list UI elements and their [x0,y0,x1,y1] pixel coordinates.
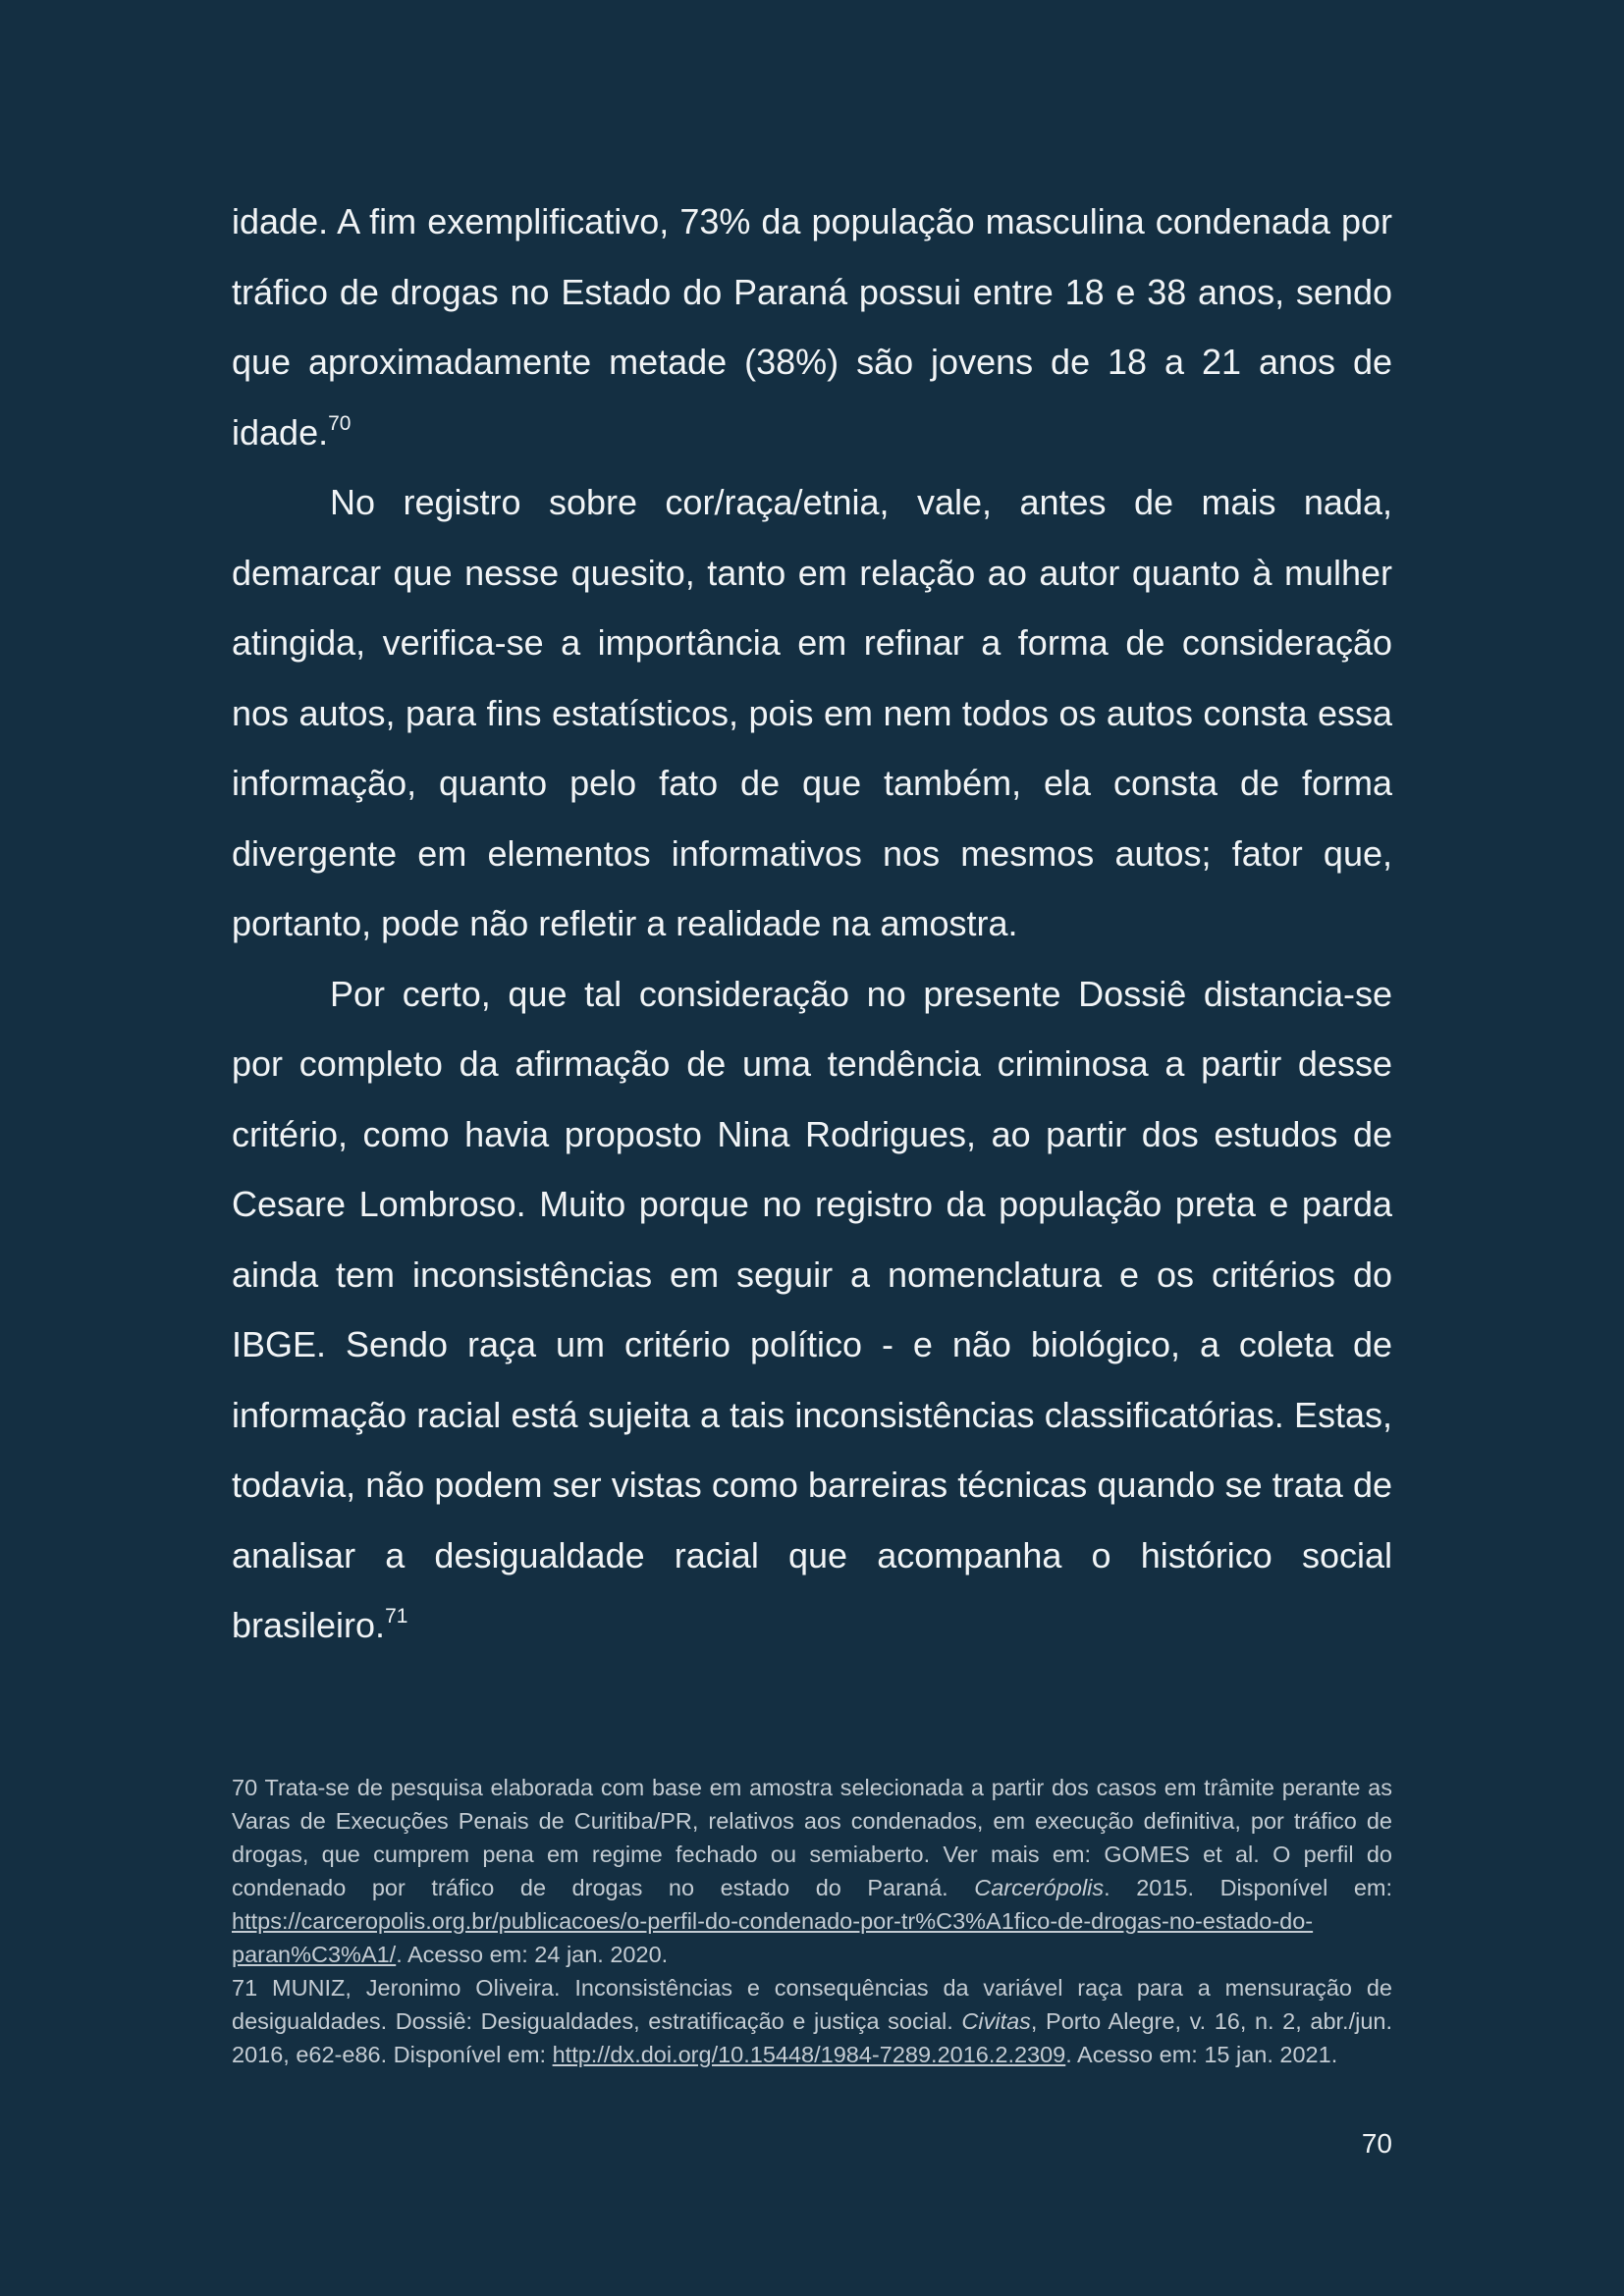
footnote-70-text-mid: . 2015. Disponível em: [1104,1875,1392,1900]
paragraph-dossier [232,959,1392,1661]
paragraph-age [232,187,1392,467]
footnote-71-source-title: Civitas [961,2008,1031,2034]
main-text [232,187,1392,1661]
paragraph-dossier-text: Por certo, que tal consideração no presente Dossiê distancia-se por completo da afirmação de uma tendência criminosa a partir desse critério, como havia proposto Nina Rodrigues, ao partir dos estudos de Cesare Lombroso. Muito porque no registro da população preta e parda ainda tem inconsistências em seguir a nomenclatura e os critérios do IBGE. Sendo raça um critério político - e não biológico, a coleta de informação racial está sujeita a tais inconsistências classificatórias. Estas, todavia, não podem ser vistas como barreiras técnicas quando se trata de analisar a desigualdade racial que acompanha o histórico social brasileiro. [232,973,1392,1645]
footnote-ref-70[interactable]: 70 [328,411,352,435]
footnote-ref-71[interactable]: 71 [385,1605,408,1628]
footnote-71-link[interactable]: http://dx.doi.org/10.15448/1984-7289.2016.2.2309 [552,2042,1066,2067]
footnote-71-text-mid: , Porto Alegre, v. 16, n. 2, abr./jun. 2016, e62-e86. Disponível em: [232,2008,1392,2067]
paragraph-age-text: idade. A fim exemplificativo, 73% da população masculina condenada por tráfico de drogas no Estado do Paraná possui entre 18 e 38 anos, sendo que aproximadamente metade (38%) são jovens de 18 a 21 anos de idade. [232,201,1392,453]
footnote-70 [232,1771,1392,1971]
footnote-70-source-title: Carcerópolis [974,1875,1105,1900]
footnotes [232,1771,1392,2071]
footnote-70-link[interactable]: https://carceropolis.org.br/publicacoes/o-perfil-do-condenado-por-tr%C3%A1fico-de-drogas-no-estado-do-paran%C3%A1/ [232,1908,1314,1967]
footnote-70-access: . Acesso em: 24 jan. 2020. [396,1942,669,1967]
footnote-70-text: 70 Trata-se de pesquisa elaborada com base em amostra selecionada a partir dos casos em trâmite perante as Varas de Execuções Penais de Curitiba/PR, relativos aos condenados, em execução definitiva, por tráfico de drogas, que cumprem pena em regime fechado ou semiaberto. Ver mais em: GOMES et al. O perfil do condenado por tráfico de drogas no estado do Paraná. [232,1775,1392,1900]
footnote-71 [232,1971,1392,2071]
footnote-71-text: 71 MUNIZ, Jeronimo Oliveira. Inconsistências e consequências da variável raça para a mensuração de desigualdades. Dossiê: Desigualdades, estratificação e justiça social. [232,1975,1392,2034]
footnote-71-access: . Acesso em: 15 jan. 2021. [1065,2042,1338,2067]
paragraph-race-registry: No registro sobre cor/raça/etnia, vale, antes de mais nada, demarcar que nesse quesito, tanto em relação ao autor quanto à mulher atingida, verifica-se a importância em refinar a forma de consideração nos autos, para fins estatísticos, pois em nem todos os autos consta essa informação, quanto pelo fato de que também, ela consta de forma divergente em elementos informativos nos mesmos autos; fator que, portanto, pode não refletir a realidade na amostra. [232,482,1392,943]
page-number: 70 [1361,2128,1392,2159]
